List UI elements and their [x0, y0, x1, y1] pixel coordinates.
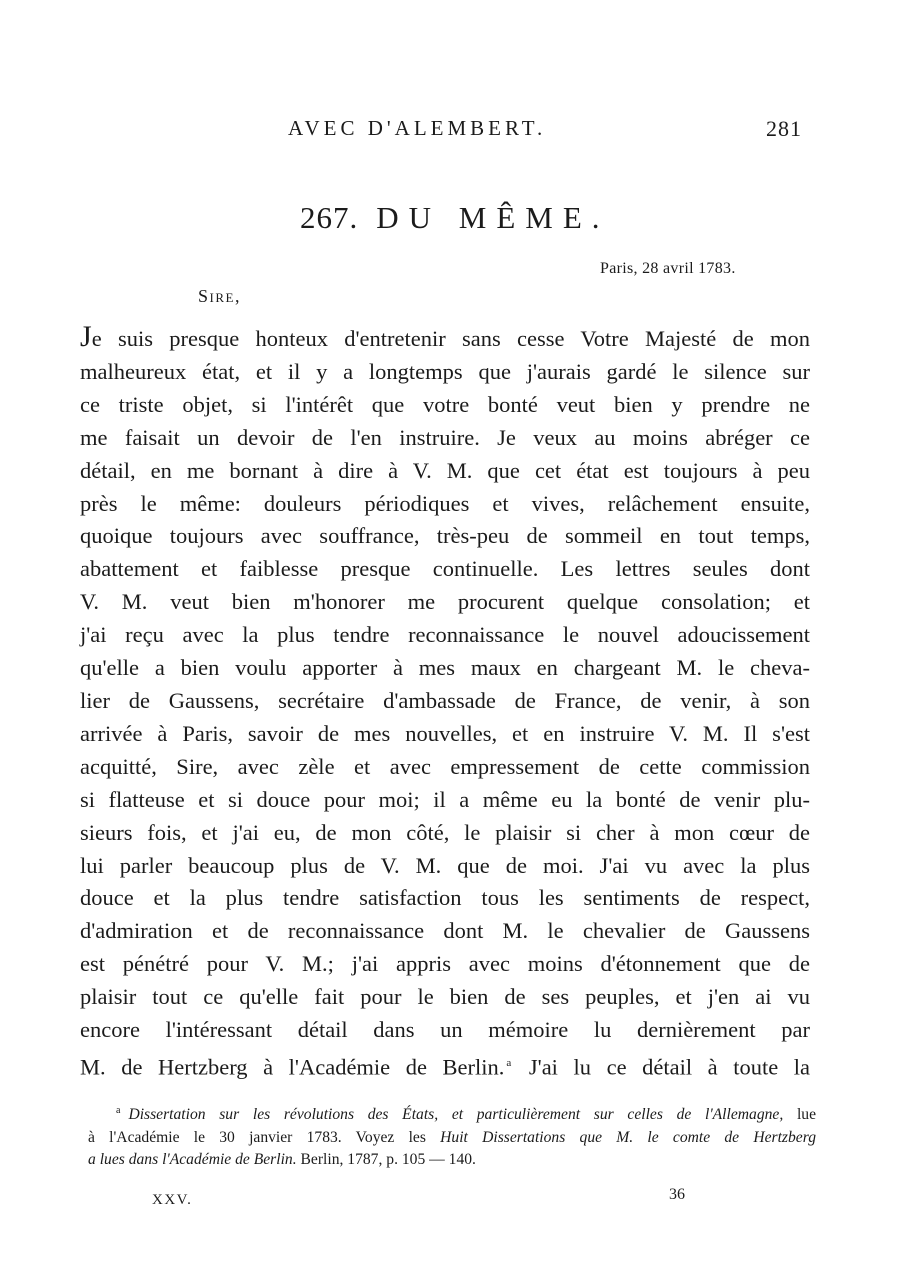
body-line: d'admiration et de reconnaissance dont M. le chevalier de Gaussens — [80, 918, 810, 944]
salutation: Sire, — [198, 286, 241, 306]
body-line: acquitté, Sire, avec zèle et avec empressement de cette commission — [80, 753, 810, 779]
body-line: détail, en me bornant à dire à V. M. que cet état est toujours à peu — [80, 457, 810, 483]
dateline: Paris, 28 avril 1783. — [600, 260, 736, 277]
body-line: j'ai reçu avec la plus tendre reconnaissance le nouvel adoucissement — [80, 622, 810, 648]
letter-number: 267. — [300, 200, 359, 235]
letter-body — [80, 322, 810, 1084]
body-line: douce et la plus tendre satisfaction tous les sentiments de respect, — [80, 885, 810, 911]
body-line: si flatteuse et si douce pour moi; il a même eu la bonté de venir plu- — [80, 786, 810, 812]
footnote-line: $^a$ Dissertation sur les révolutions des États, et particulièrement sur celles de l'Allemagne, lue — [116, 1105, 816, 1124]
running-head — [0, 116, 900, 146]
body-line: arrivée à Paris, savoir de mes nouvelles, et en instruire V. M. Il s'est — [80, 720, 810, 746]
footnote-reference[interactable]: a — [506, 1056, 512, 1069]
body-line: plaisir tout ce qu'elle fait pour le bien de ses peuples, et j'en ai vu — [80, 984, 810, 1010]
body-line: Je suis presque honteux d'entretenir sans cesse Votre Majesté de mon — [80, 320, 810, 353]
body-line: malheureux état, et il y a longtemps que j'aurais gardé le silence sur — [80, 358, 810, 384]
footnote — [88, 1100, 816, 1172]
body-line: lui parler beaucoup plus de V. M. que de moi. J'ai vu avec la plus — [80, 852, 810, 878]
body-line: près le même: douleurs périodiques et vives, relâchement ensuite, — [80, 490, 810, 516]
body-line: lier de Gaussens, secrétaire d'ambassade de France, de venir, à son — [80, 687, 810, 713]
drop-cap: J — [80, 320, 92, 353]
letter-heading — [300, 200, 610, 236]
footnote-line: a lues dans l'Académie de Berlin. Berlin, 1787, p. 105 — 140. — [88, 1151, 476, 1169]
letter-title: DU MÊME. — [376, 200, 610, 235]
sheet-number: 36 — [669, 1186, 685, 1203]
body-line: encore l'intéressant détail dans un mémoire lu dernièrement par — [80, 1017, 810, 1043]
footnote-line: à l'Académie le 30 janvier 1783. Voyez les Huit Dissertations que M. le comte de Hertzberg — [88, 1128, 816, 1146]
body-line: V. M. veut bien m'honorer me procurent quelque consolation; et — [80, 589, 810, 615]
body-line: qu'elle a bien voulu apporter à mes maux en chargeant M. le cheva- — [80, 655, 810, 681]
body-line: quoique toujours avec souffrance, très-peu de sommeil en tout temps, — [80, 523, 810, 549]
signature-mark: XXV. — [152, 1192, 193, 1208]
footnote-mark: a — [116, 1105, 121, 1116]
running-title: AVEC D'ALEMBERT. — [288, 116, 547, 140]
body-line: me faisait un devoir de l'en instruire. Je veux au moins abréger ce — [80, 424, 810, 450]
body-line: abattement et faiblesse presque continuelle. Les lettres seules dont — [80, 556, 810, 582]
body-line: M. de Hertzberg à l'Académie de Berlin. $^a$ J'ai lu ce détail à toute la — [80, 1054, 811, 1080]
body-line: ce triste objet, si l'intérêt que votre bonté veut bien y prendre ne — [80, 391, 810, 417]
body-line: sieurs fois, et j'ai eu, de mon côté, le plaisir si cher à mon cœur de — [80, 819, 810, 845]
page-number: 281 — [766, 116, 802, 141]
body-line: est pénétré pour V. M.; j'ai appris avec moins d'étonnement que de — [80, 951, 810, 977]
